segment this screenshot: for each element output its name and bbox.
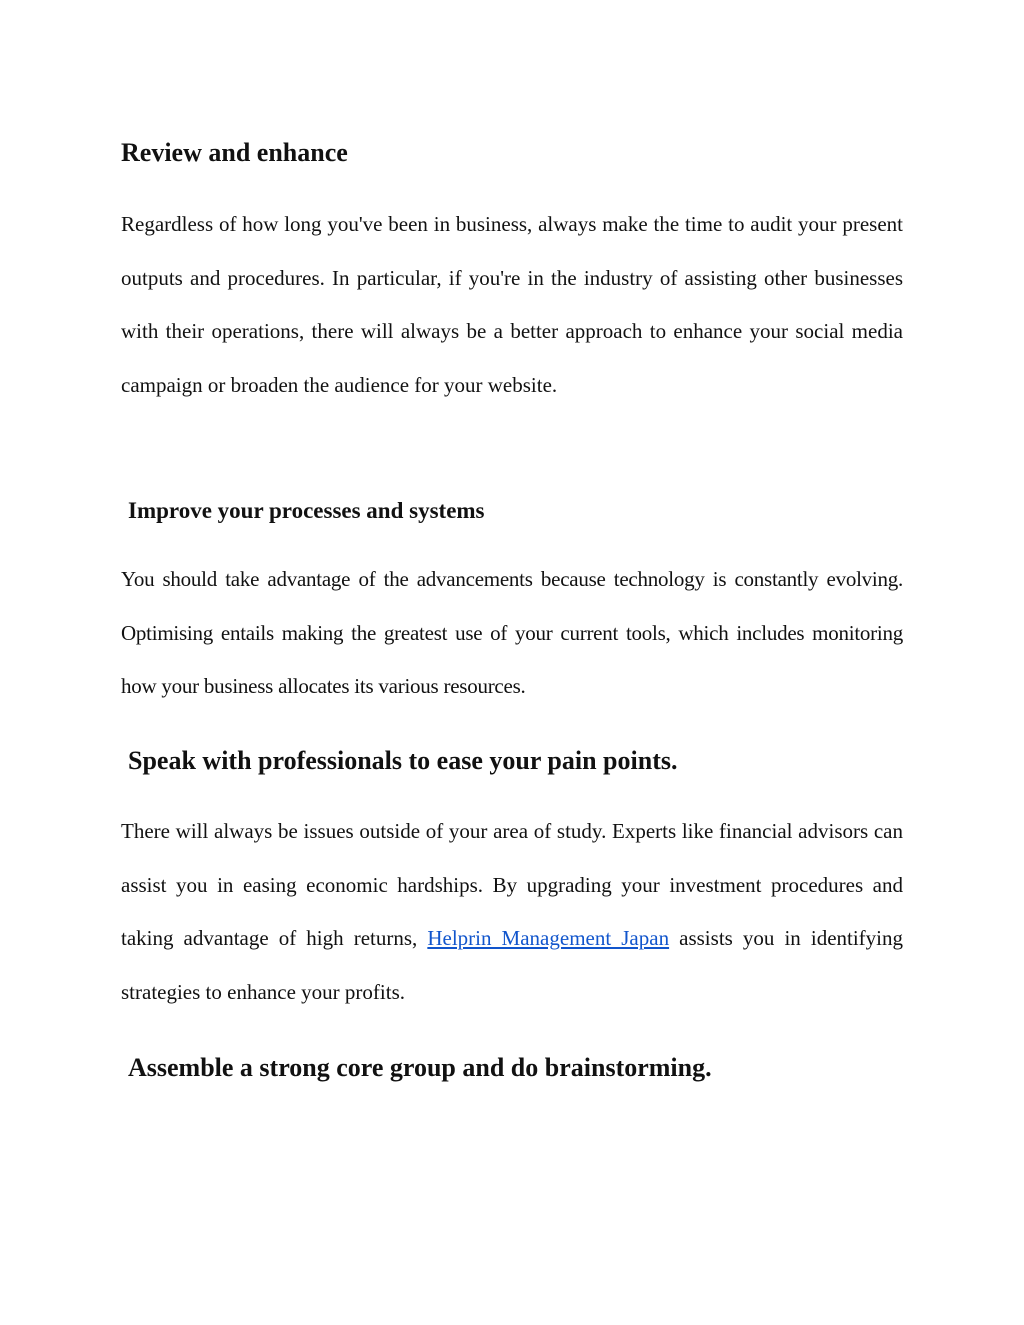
heading-review-and-enhance: Review and enhance bbox=[121, 138, 348, 167]
paragraph-improve-processes: You should take advantage of the advancements because technology is constantly evolving. Optimising entails making the greatest use of your current tools, which includes monitoring how your business allocates its various resources. bbox=[121, 567, 903, 698]
paragraph-text-before-link: There will always be issues outside of your area of study. Experts like financial advisors can assist you in easing economic hardships. By upgrading your investment procedures and taking advantage of high returns, bbox=[121, 819, 903, 950]
paragraph-review-and-enhance: Regardless of how long you've been in business, always make the time to audit your present outputs and procedures. In particular, if you're in the industry of assisting other businesses with their operations, there will always be a better approach to enhance your social media campaign or broaden the audience for your website. bbox=[121, 212, 903, 397]
helprin-management-japan-link[interactable]: Helprin Management Japan bbox=[427, 926, 670, 950]
heading-speak-with-professionals: Speak with professionals to ease your pain points. bbox=[128, 746, 678, 775]
heading-improve-processes: Improve your processes and systems bbox=[128, 498, 485, 523]
heading-assemble-core-group: Assemble a strong core group and do brainstorming. bbox=[128, 1053, 712, 1082]
paragraph-text-after-link: assists you in identifying strategies to enhance your profits. bbox=[121, 926, 904, 1004]
paragraph-speak-with-professionals bbox=[121, 805, 903, 1019]
